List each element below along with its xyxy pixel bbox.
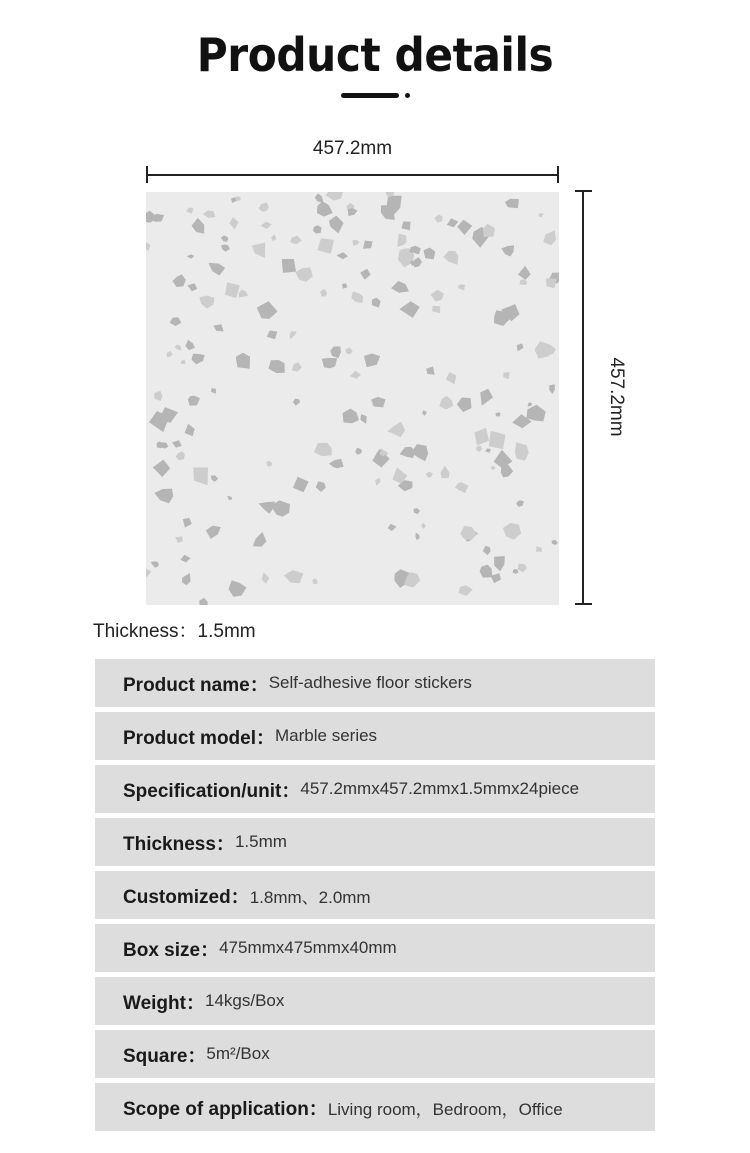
spec-label: Scope of application： (123, 1098, 328, 1120)
spec-label: Square： (123, 1045, 207, 1067)
width-dimension-label: 457.2mm (312, 138, 393, 159)
spec-value: 1.5mm (234, 832, 287, 851)
spec-value: Marble series (275, 726, 378, 745)
spec-row-box-size (95, 924, 655, 972)
spec-row-specification (95, 765, 655, 813)
spec-row-weight (95, 977, 655, 1025)
width-dimension-cap-right (557, 166, 559, 183)
spec-label: Specification/unit： (123, 780, 301, 802)
terrazzo-pattern (146, 192, 559, 605)
spec-row-product-name (95, 659, 655, 707)
spec-label: Customized： (123, 886, 250, 908)
page-title: Product details (196, 28, 554, 82)
spec-value: 5m²/Box (206, 1044, 270, 1063)
title-underline (341, 93, 399, 98)
spec-value: Living room，Bedroom，Office (327, 1099, 563, 1119)
height-dimension-line (582, 190, 584, 605)
marble-chip (282, 259, 296, 273)
width-dimension-line (146, 174, 559, 176)
spec-table (95, 659, 655, 1136)
title-dot (405, 93, 410, 98)
spec-row-scope (95, 1083, 655, 1131)
spec-value: 457.2mmx457.2mmx1.5mmx24piece (300, 779, 580, 798)
spec-row-product-model (95, 712, 655, 760)
spec-row-thickness (95, 818, 655, 866)
spec-row-square (95, 1030, 655, 1078)
terrazzo-tile-image (146, 192, 559, 605)
height-dimension-cap-top (575, 190, 592, 192)
spec-label: Thickness： (123, 833, 235, 855)
spec-row-customized (95, 871, 655, 919)
thickness-note: Thickness：1.5mm (93, 621, 256, 642)
spec-value: 475mmx475mmx40mm (219, 938, 397, 957)
tile-background (146, 192, 559, 605)
height-dimension-label: 457.2mm (606, 357, 627, 437)
spec-label: Weight： (123, 992, 205, 1014)
spec-value: Self-adhesive floor stickers (268, 673, 472, 692)
spec-label: Box size： (123, 939, 220, 961)
spec-label: Product name： (123, 674, 269, 696)
height-dimension-cap-bottom (575, 603, 592, 605)
width-dimension-cap-left (146, 166, 148, 183)
spec-label: Product model： (123, 727, 276, 749)
spec-value: 14kgs/Box (204, 991, 285, 1010)
spec-value: 1.8mm、2.0mm (249, 887, 371, 907)
